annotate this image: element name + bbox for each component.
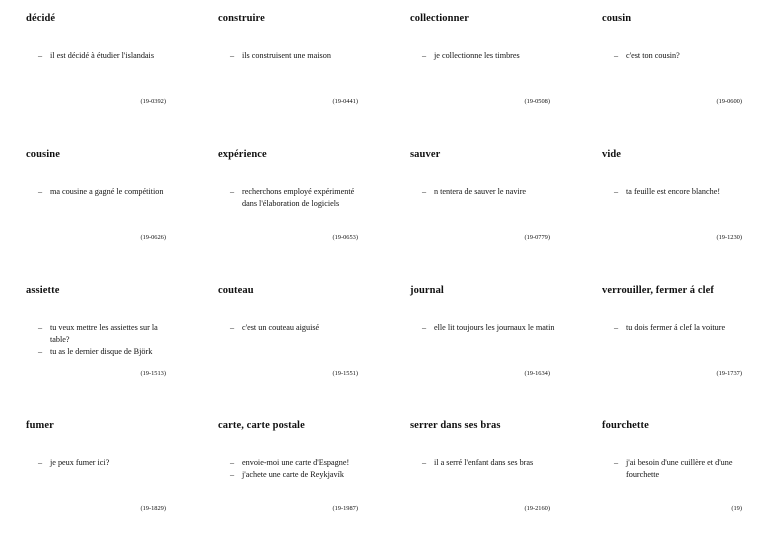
card: [384, 272, 576, 408]
card-code: (19-2160): [524, 505, 550, 513]
example-sentence: – il a serré l'enfant dans ses bras: [422, 457, 562, 469]
example-sentence: – je peux fumer ici?: [38, 457, 178, 469]
example-sentence: – je collectionne les timbres: [422, 50, 562, 62]
example-sentence: – c'est un couteau aiguisé: [230, 322, 370, 334]
card: [384, 136, 576, 272]
card-headword: journal: [410, 284, 444, 296]
card-code: (19-1634): [524, 369, 550, 377]
card-code: (19-0392): [140, 98, 166, 105]
card-headword: fourchette: [602, 420, 649, 432]
card-code: (19-0600): [716, 98, 742, 105]
card-headword: assiette: [26, 284, 60, 296]
card: [192, 407, 384, 543]
card: [576, 136, 768, 272]
card-examples: [614, 186, 754, 198]
card-code: (19): [731, 505, 742, 513]
example-sentence: – n tentera de sauver le navire: [422, 186, 562, 198]
card-code: (19-0653): [332, 233, 358, 241]
card: [0, 272, 192, 408]
example-sentence: – tu dois fermer á clef la voiture: [614, 322, 754, 334]
card-headword: fumer: [26, 420, 54, 432]
card-examples: [230, 50, 370, 62]
card-code: (19-1230): [716, 233, 742, 241]
card-code: (19-0441): [332, 98, 358, 105]
card: [576, 0, 768, 136]
card: [576, 272, 768, 408]
card-headword: expérience: [218, 148, 267, 160]
example-sentence: – j'achete une carte de Reykjavík: [230, 469, 370, 481]
example-sentence: – il est décidé à étudier l'islandais: [38, 50, 178, 62]
card-headword: verrouiller, fermer á clef: [602, 284, 715, 296]
card-code: (19-0626): [140, 233, 166, 241]
card-examples: [230, 457, 370, 481]
card-headword: sauver: [410, 148, 441, 160]
example-sentence: – ils construisent une maison: [230, 50, 370, 62]
card-examples: [38, 186, 178, 198]
card-code: (19-1513): [140, 369, 166, 377]
card-examples: [614, 457, 754, 481]
card: [384, 0, 576, 136]
card-code: (19-0779): [524, 233, 550, 241]
card-code: (19-1987): [332, 505, 358, 513]
card-examples: [230, 322, 370, 334]
example-sentence: – c'est ton cousin?: [614, 50, 754, 62]
card: [384, 407, 576, 543]
example-sentence: – elle lit toujours les journaux le matin: [422, 322, 562, 334]
card-examples: [422, 457, 562, 469]
card-headword: cousine: [26, 148, 60, 160]
card-headword: collectionner: [410, 13, 470, 24]
card-code: (19-1551): [332, 369, 358, 377]
card-headword: couteau: [218, 284, 254, 296]
card-examples: [422, 50, 562, 62]
card: [0, 407, 192, 543]
card-headword: cousin: [602, 13, 632, 24]
card-headword: serrer dans ses bras: [410, 420, 501, 432]
card-examples: [38, 457, 178, 469]
card-examples: [614, 50, 754, 62]
example-sentence: – ma cousine a gagné le compétition: [38, 186, 178, 198]
card-examples: [614, 322, 754, 334]
card: [192, 0, 384, 136]
card-code: (19-1737): [716, 369, 742, 377]
example-sentence: – j'ai besoin d'une cuillère et d'une fourchette: [614, 457, 754, 481]
example-sentence: – tu as le dernier disque de Björk: [38, 346, 178, 358]
card-code: (19-0508): [524, 98, 550, 105]
card: [192, 272, 384, 408]
card-examples: [422, 322, 562, 334]
card: [0, 0, 192, 136]
card-examples: [38, 50, 178, 62]
card-examples: [422, 186, 562, 198]
card-headword: décidé: [26, 13, 56, 24]
card: [576, 407, 768, 543]
card: [192, 136, 384, 272]
card-examples: [38, 322, 178, 358]
card-code: (19-1829): [140, 505, 166, 513]
card-headword: construire: [218, 13, 265, 24]
card-headword: carte, carte postale: [218, 420, 305, 432]
example-sentence: – recherchons employé expérimenté dans l'élaboration de logiciels: [230, 186, 370, 210]
card-examples: [230, 186, 370, 210]
example-sentence: – tu veux mettre les assiettes sur la table?: [38, 322, 178, 346]
example-sentence: – envoie-moi une carte d'Espagne!: [230, 457, 370, 469]
example-sentence: – ta feuille est encore blanche!: [614, 186, 754, 198]
card-headword: vide: [602, 148, 622, 160]
card: [0, 136, 192, 272]
